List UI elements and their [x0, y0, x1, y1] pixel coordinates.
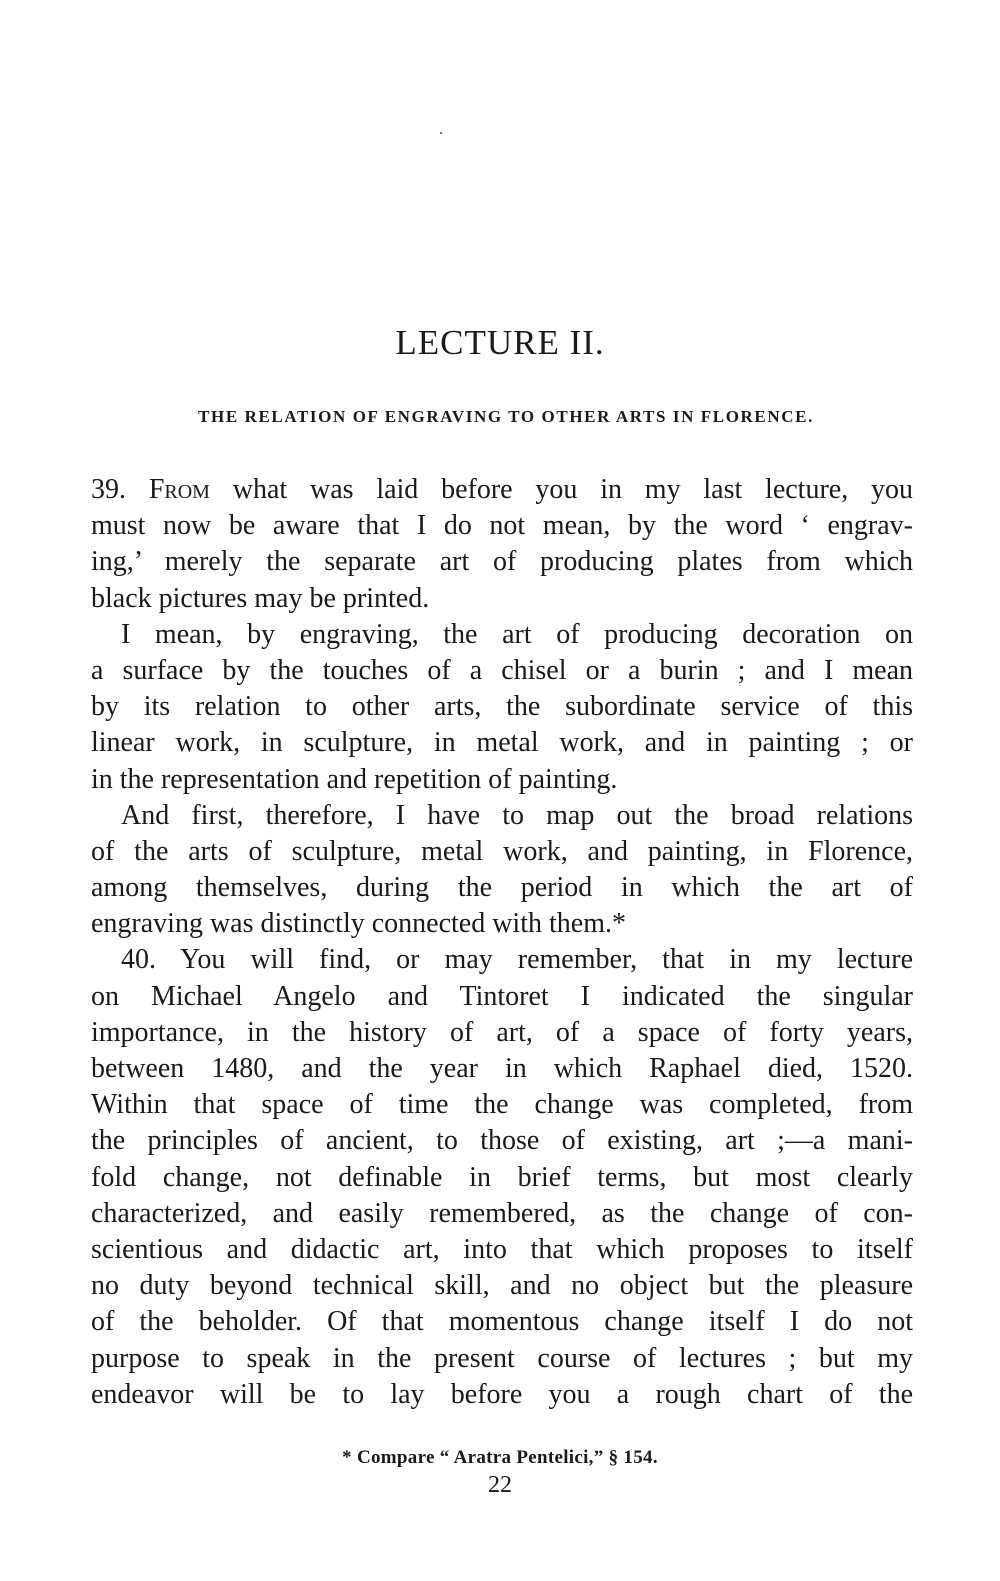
text-line: 39. From what was laid before you in my last lecture, you — [91, 474, 914, 505]
text-line: of the beholder. Of that momentous change itself I do not — [91, 1306, 913, 1338]
text-line: Within that space of time the change was completed, from — [91, 1089, 913, 1121]
text-line: purpose to speak in the present course of lectures ; but my — [91, 1342, 913, 1374]
text-line: between 1480, and the year in which Raphael died, 1520. — [91, 1053, 913, 1084]
text-line: in the representation and repetition of painting. — [91, 763, 618, 795]
text-line: by its relation to other arts, the subordinate service of this — [91, 691, 913, 723]
text-line: a surface by the touches of a chisel or a burin ; and I mean — [91, 654, 913, 686]
body-text — [91, 472, 913, 1413]
text-line: And first, therefore, I have to map out the broad relations — [121, 799, 913, 831]
text-line: scientious and didactic art, into that which proposes to itself — [91, 1233, 913, 1265]
text-line: on Michael Angelo and Tintoret I indicated the singular — [91, 980, 913, 1012]
text-line: characterized, and easily remembered, as the change of con- — [91, 1197, 913, 1229]
text-line: must now be aware that I do not mean, by the word ‘ engrav- — [91, 510, 913, 542]
text-line: the principles of ancient, to those of existing, art ;—a mani- — [91, 1125, 913, 1157]
print-speck — [440, 132, 442, 134]
text-line: of the arts of sculpture, metal work, and painting, in Florence, — [91, 835, 913, 867]
text-line: endeavor will be to lay before you a rough chart of the — [91, 1378, 913, 1410]
small-caps-word: From — [148, 474, 210, 505]
page-number: 22 — [488, 1472, 512, 1498]
text-line: engraving was distinctly connected with them.* — [91, 908, 626, 940]
text-line: fold change, not definable in brief terms, but most clearly — [91, 1161, 913, 1193]
text-line: ing,’ merely the separate art of producing plates from which — [91, 546, 913, 578]
text-line: no duty beyond technical skill, and no object but the pleasure — [91, 1270, 913, 1302]
footnote: * Compare “ Aratra Pentelici,” § 154. — [342, 1447, 658, 1468]
text-line: I mean, by engraving, the art of producing decoration on — [121, 618, 913, 650]
text-line: importance, in the history of art, of a space of forty years, — [91, 1016, 913, 1048]
text-line: black pictures may be printed. — [91, 582, 430, 614]
lecture-title: LECTURE II. — [395, 323, 605, 362]
lecture-subtitle: THE RELATION OF ENGRAVING TO OTHER ARTS IN FLORENCE. — [198, 407, 814, 426]
text-line: linear work, in sculpture, in metal work, and in painting ; or — [91, 727, 913, 759]
text-line: among themselves, during the period in which the art of — [91, 872, 913, 904]
text-line: 40. You will find, or may remember, that in my lecture — [121, 944, 913, 976]
